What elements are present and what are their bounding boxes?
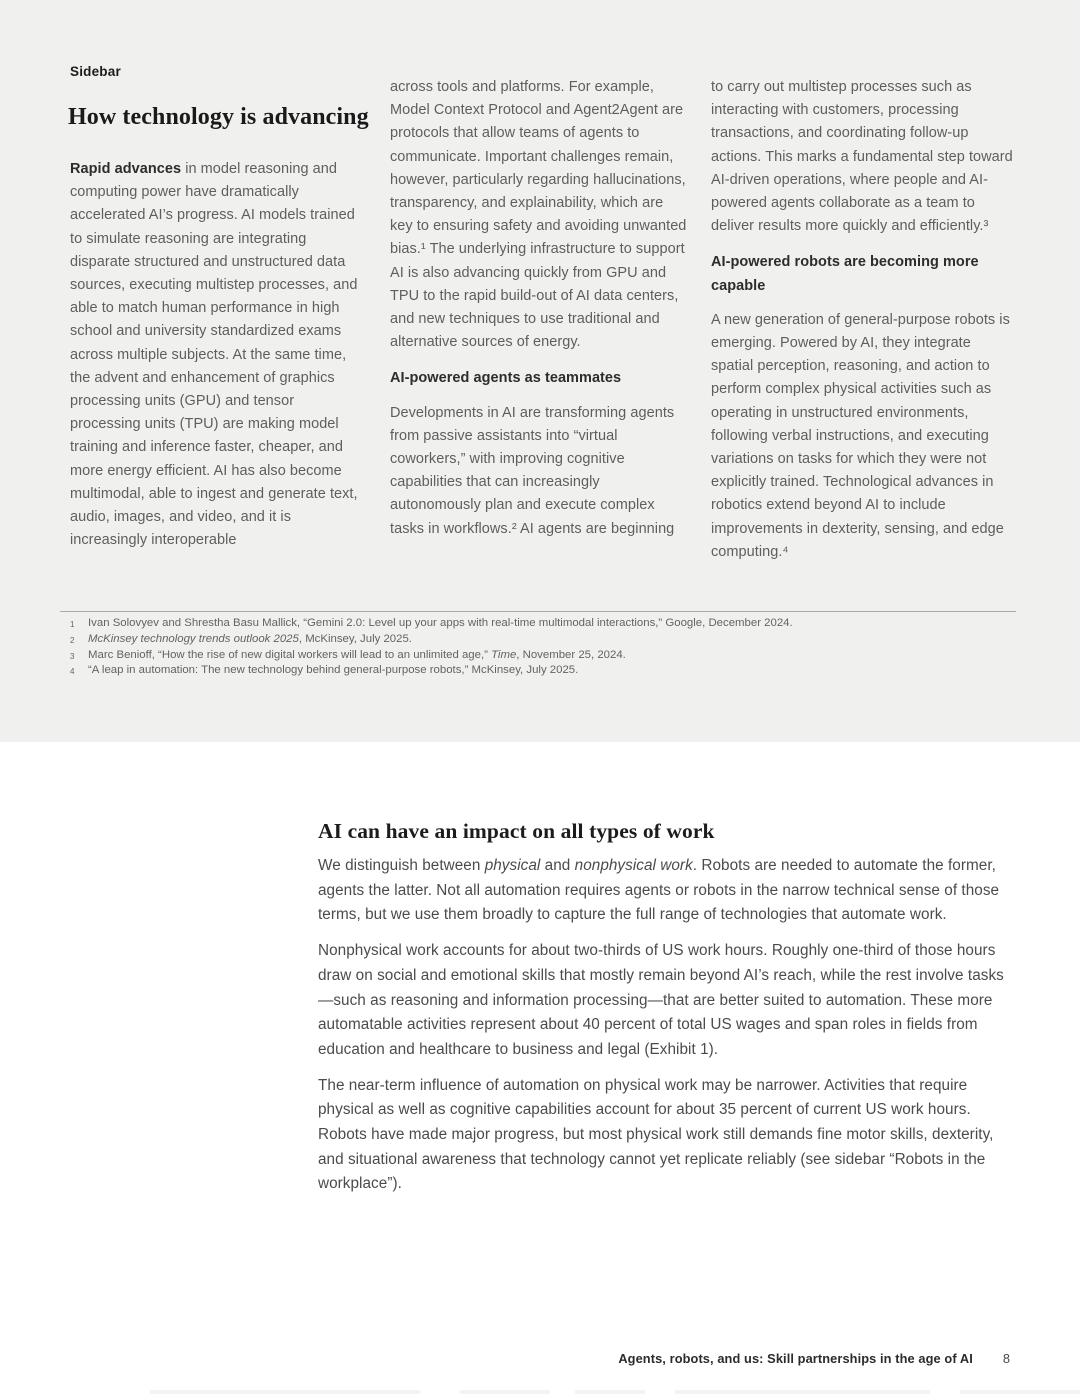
footnote-number: 4 bbox=[70, 667, 75, 677]
page-number: 8 bbox=[1002, 1351, 1010, 1366]
main-section bbox=[318, 819, 1018, 1208]
page-footer bbox=[618, 1351, 1010, 1366]
sidebar-col3-subhead: AI-powered robots are becoming more capable bbox=[711, 254, 979, 294]
footnote-number: 3 bbox=[70, 651, 75, 661]
section-heading: AI can have an impact on all types of work bbox=[318, 819, 715, 843]
footnote-item bbox=[70, 632, 1016, 648]
body-paragraph-3: The near-term influence of automation on physical work may be narrower. Activities that require physical as well as cognitive capabilities account for about 35 percent of current US work hours. Robots have made major progress, but most physical work still demands fine motor skills, dexterity, and situational awareness that technology cannot yet replicate reliably (see sidebar “Robots in the workplace”). bbox=[318, 1076, 994, 1193]
footnote-text: Marc Benioff, “How the rise of new digital workers will lead to an unlimited age,” Time, November 25, 2024. bbox=[88, 648, 626, 661]
bottom-edge-segment bbox=[460, 1390, 550, 1394]
bottom-edge-segment bbox=[960, 1390, 1080, 1394]
sidebar-col1-paragraph: Rapid advances in model reasoning and computing power have dramatically accelerated AI’s progress. AI models trained to simulate reasoning are integrating disparate structured and unstructured data sources, executing multistep processes, and able to match human performance in high school and university standardized exams across multiple subjects. At the same time, the advent and enhancement of graphics processing units (GPU) and tensor processing units (TPU) are making model training and inference faster, cheaper, and more energy efficient. AI has also become multimodal, able to ingest and generate text, audio, images, and video, and it is increasingly interoperable bbox=[70, 161, 358, 549]
footnote-text: McKinsey technology trends outlook 2025, McKinsey, July 2025. bbox=[88, 632, 412, 645]
bottom-edge-segment bbox=[675, 1390, 930, 1394]
footnote-text: Ivan Solovyev and Shrestha Basu Mallick, “Gemini 2.0: Level up your apps with real-time multimodal interactions,” Google, December 2024. bbox=[88, 617, 793, 629]
footnote-number: 2 bbox=[70, 635, 75, 645]
sidebar-col2-paragraph-2: Developments in AI are transforming agents from passive assistants into “virtual coworkers,” with improving cognitive capabilities that can increasingly autonomously plan and execute complex tasks in workflows.² AI agents are beginning bbox=[390, 404, 675, 537]
sidebar-col3-paragraph-2: A new generation of general-purpose robots is emerging. Powered by AI, they integrate spatial perception, reasoning, and action to perform complex physical activities such as operating in unstructured environments, following verbal instructions, and executing variations on tasks for which they were not explicitly trained. Technological advances in robotics extend beyond AI to include improvements in dexterity, sensing, and edge computing.⁴ bbox=[711, 311, 1010, 560]
footnote-item bbox=[70, 648, 1016, 664]
sidebar-column-2 bbox=[390, 76, 687, 541]
body-paragraph-1: We distinguish between physical and nonphysical work. Robots are needed to automate the former, agents the latter. Not all automation requires agents or robots in the narrow technical sense of those terms, but we use them broadly to capture the full range of technologies that automate work. bbox=[318, 857, 1000, 924]
sidebar-kicker: Sidebar bbox=[70, 64, 121, 79]
footnote-item bbox=[70, 663, 1016, 679]
footnote-number: 1 bbox=[70, 620, 75, 629]
bottom-edge-artifact bbox=[0, 1390, 1080, 1395]
sidebar-col3-paragraph-1: to carry out multistep processes such as interacting with customers, processing transactions, and coordinating follow-up actions. This marks a fundamental step toward AI-driven operations, where people and AI-powered agents collaborate as a team to deliver results more quickly and efficiently.³ bbox=[711, 79, 1013, 235]
bottom-edge-segment bbox=[575, 1390, 645, 1394]
footnote-divider bbox=[60, 611, 1016, 612]
footnote-item bbox=[70, 616, 1016, 632]
sidebar-column-3 bbox=[711, 76, 1016, 564]
body-paragraph-2: Nonphysical work accounts for about two-thirds of US work hours. Roughly one-third of those hours draw on social and emotional skills that mostly remain beyond AI’s reach, while the rest involve tasks—such as reasoning and information processing—that are better suited to automation. These more automatable activities represent about 40 percent of total US wages and span roles in fields from education and healthcare to business and legal (Exhibit 1). bbox=[318, 942, 1004, 1058]
footnote-list bbox=[70, 616, 1016, 679]
sidebar-col2-subhead: AI-powered agents as teammates bbox=[390, 370, 622, 387]
sidebar-column-1 bbox=[70, 158, 360, 552]
bottom-edge-segment bbox=[150, 1390, 420, 1394]
running-footer-title: Agents, robots, and us: Skill partnerships in the age of AI bbox=[618, 1351, 973, 1366]
footnote-text: “A leap in automation: The new technology behind general-purpose robots,” McKinsey, July 2025. bbox=[88, 664, 579, 677]
sidebar-title: How technology is advancing bbox=[68, 104, 369, 131]
sidebar-col2-paragraph-1: across tools and platforms. For example, Model Context Protocol and Agent2Agent are protocols that allow teams of agents to communicate. Important challenges remain, however, particularly regarding hallucinations, transparency, and explainability, which are key to ensuring safety and avoiding unwanted bias.¹ The underlying infrastructure to support AI is also advancing quickly from GPU and TPU to the rapid build-out of AI data centers, and new techniques to use traditional and alternative sources of energy. bbox=[390, 79, 687, 351]
